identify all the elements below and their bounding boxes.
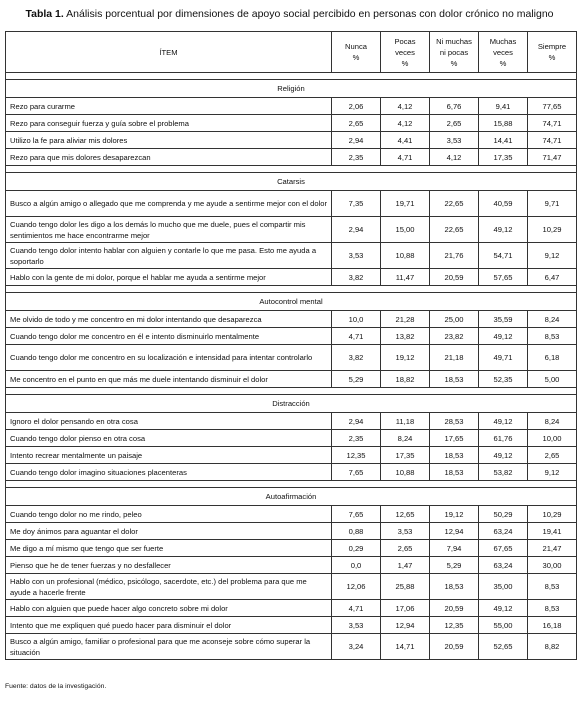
value-cell: 9,41 — [479, 98, 528, 115]
item-cell: Ignoro el dolor pensando en otra cosa — [6, 413, 332, 430]
value-cell: 71,47 — [528, 149, 577, 166]
value-cell: 19,12 — [381, 345, 430, 371]
value-cell: 22,65 — [430, 217, 479, 243]
value-cell: 74,71 — [528, 115, 577, 132]
value-cell: 3,53 — [381, 523, 430, 540]
value-cell: 18,82 — [381, 371, 430, 388]
table-row — [6, 311, 577, 328]
value-cell: 8,53 — [528, 328, 577, 345]
table-row — [6, 600, 577, 617]
table-row — [6, 634, 577, 660]
value-cell: 13,82 — [381, 328, 430, 345]
value-cell: 49,12 — [479, 413, 528, 430]
value-cell: 18,53 — [430, 447, 479, 464]
table-row — [6, 269, 577, 286]
section-row — [6, 173, 577, 191]
section-row — [6, 80, 577, 98]
value-cell: 54,71 — [479, 243, 528, 269]
value-cell: 2,94 — [332, 413, 381, 430]
value-cell: 2,65 — [430, 115, 479, 132]
section-title: Autoafirmación — [6, 488, 577, 506]
section-title: Catarsis — [6, 173, 577, 191]
table-footnote: Fuente: datos de la investigación. — [5, 683, 107, 690]
value-cell: 12,06 — [332, 574, 381, 600]
value-cell: 20,59 — [430, 634, 479, 660]
value-cell: 2,35 — [332, 430, 381, 447]
table-row — [6, 149, 577, 166]
section-title: Religión — [6, 80, 577, 98]
value-cell: 4,41 — [381, 132, 430, 149]
table-row — [6, 413, 577, 430]
value-cell: 10,88 — [381, 243, 430, 269]
spacer-cell — [6, 286, 577, 293]
value-cell: 20,59 — [430, 600, 479, 617]
value-cell: 5,29 — [430, 557, 479, 574]
value-cell: 7,65 — [332, 464, 381, 481]
table-row — [6, 447, 577, 464]
section-title: Distracción — [6, 395, 577, 413]
value-cell: 20,59 — [430, 269, 479, 286]
table-row — [6, 371, 577, 388]
value-cell: 49,12 — [479, 447, 528, 464]
section-spacer — [6, 166, 577, 173]
value-cell: 4,71 — [381, 149, 430, 166]
value-cell: 63,24 — [479, 557, 528, 574]
header-muchas-veces — [479, 32, 528, 73]
value-cell: 6,47 — [528, 269, 577, 286]
header-pocas-label: Pocas veces % — [394, 36, 416, 68]
header-siempre — [528, 32, 577, 73]
value-cell: 40,59 — [479, 191, 528, 217]
value-cell: 19,41 — [528, 523, 577, 540]
value-cell: 19,12 — [430, 506, 479, 523]
section-spacer — [6, 286, 577, 293]
value-cell: 6,18 — [528, 345, 577, 371]
table-row — [6, 430, 577, 447]
value-cell: 2,06 — [332, 98, 381, 115]
value-cell: 3,53 — [332, 617, 381, 634]
caption-text: Análisis porcentual por dimensiones de apoyo social percibido en personas con dolor crónico no maligno — [66, 8, 554, 20]
table-row — [6, 506, 577, 523]
section-row — [6, 395, 577, 413]
value-cell: 21,28 — [381, 311, 430, 328]
value-cell: 10,29 — [528, 217, 577, 243]
value-cell: 4,12 — [430, 149, 479, 166]
value-cell: 0,0 — [332, 557, 381, 574]
value-cell: 6,76 — [430, 98, 479, 115]
header-ni-muchas-ni-pocas — [430, 32, 479, 73]
value-cell: 16,18 — [528, 617, 577, 634]
item-cell: Rezo para conseguir fuerza y guía sobre el problema — [6, 115, 332, 132]
value-cell: 9,12 — [528, 464, 577, 481]
value-cell: 3,53 — [430, 132, 479, 149]
value-cell: 17,35 — [381, 447, 430, 464]
value-cell: 49,12 — [479, 328, 528, 345]
table-row — [6, 328, 577, 345]
value-cell: 12,94 — [381, 617, 430, 634]
section-spacer — [6, 481, 577, 488]
item-cell: Intento recrear mentalmente un paisaje — [6, 447, 332, 464]
value-cell: 35,00 — [479, 574, 528, 600]
item-cell: Utilizo la fe para aliviar mis dolores — [6, 132, 332, 149]
header-siempre-label: Siempre % — [537, 42, 567, 62]
value-cell: 8,24 — [381, 430, 430, 447]
value-cell: 61,76 — [479, 430, 528, 447]
section-row — [6, 488, 577, 506]
section-title: Autocontrol mental — [6, 293, 577, 311]
value-cell: 17,06 — [381, 600, 430, 617]
table-row — [6, 574, 577, 600]
value-cell: 57,65 — [479, 269, 528, 286]
value-cell: 21,18 — [430, 345, 479, 371]
value-cell: 4,71 — [332, 600, 381, 617]
table-row — [6, 217, 577, 243]
value-cell: 67,65 — [479, 540, 528, 557]
item-cell: Cuando tengo dolor me concentro en él e intento disminuirlo mentalmente — [6, 328, 332, 345]
value-cell: 4,12 — [381, 98, 430, 115]
item-cell: Hablo con la gente de mi dolor, porque el hablar me ayuda a sentirme mejor — [6, 269, 332, 286]
table-row — [6, 345, 577, 371]
value-cell: 14,71 — [381, 634, 430, 660]
item-cell: Hablo con un profesional (médico, psicólogo, sacerdote, etc.) del problema para que me ayude a hacerle frente — [6, 574, 332, 600]
header-pocas-veces — [381, 32, 430, 73]
value-cell: 18,53 — [430, 464, 479, 481]
value-cell: 49,12 — [479, 217, 528, 243]
value-cell: 5,00 — [528, 371, 577, 388]
value-cell: 12,35 — [332, 447, 381, 464]
value-cell: 18,53 — [430, 574, 479, 600]
header-nunca — [332, 32, 381, 73]
value-cell: 49,12 — [479, 600, 528, 617]
value-cell: 10,0 — [332, 311, 381, 328]
value-cell: 63,24 — [479, 523, 528, 540]
value-cell: 1,47 — [381, 557, 430, 574]
item-cell: Cuando tengo dolor me concentro en su localización e intensidad para intentar controlarlo — [6, 345, 332, 371]
value-cell: 3,82 — [332, 345, 381, 371]
item-cell: Me doy ánimos para aguantar el dolor — [6, 523, 332, 540]
value-cell: 2,94 — [332, 217, 381, 243]
value-cell: 7,35 — [332, 191, 381, 217]
value-cell: 2,94 — [332, 132, 381, 149]
header-nunca-label: Nunca % — [345, 42, 367, 62]
value-cell: 49,71 — [479, 345, 528, 371]
value-cell: 2,65 — [332, 115, 381, 132]
value-cell: 17,35 — [479, 149, 528, 166]
table-caption — [0, 7, 579, 21]
item-cell: Me digo a mí mismo que tengo que ser fuerte — [6, 540, 332, 557]
value-cell: 50,29 — [479, 506, 528, 523]
item-cell: Busco a algún amigo o allegado que me comprenda y me ayude a sentirme mejor con el dolor — [6, 191, 332, 217]
value-cell: 25,00 — [430, 311, 479, 328]
header-ni-label: Ni muchas ni pocas % — [436, 36, 472, 68]
value-cell: 52,65 — [479, 634, 528, 660]
value-cell: 12,35 — [430, 617, 479, 634]
value-cell: 12,94 — [430, 523, 479, 540]
value-cell: 8,53 — [528, 600, 577, 617]
value-cell: 55,00 — [479, 617, 528, 634]
section-spacer — [6, 388, 577, 395]
header-item: ÍTEM — [6, 32, 332, 73]
spacer-cell — [6, 481, 577, 488]
value-cell: 52,35 — [479, 371, 528, 388]
value-cell: 11,47 — [381, 269, 430, 286]
spacer-cell — [6, 166, 577, 173]
table-row — [6, 98, 577, 115]
value-cell: 12,65 — [381, 506, 430, 523]
caption-label: Tabla 1. — [25, 8, 64, 20]
table-row — [6, 557, 577, 574]
item-cell: Rezo para curarme — [6, 98, 332, 115]
header-muchas-label: Muchas veces % — [489, 36, 517, 68]
value-cell: 15,00 — [381, 217, 430, 243]
table-row — [6, 540, 577, 557]
value-cell: 21,47 — [528, 540, 577, 557]
value-cell: 8,24 — [528, 413, 577, 430]
value-cell: 0,88 — [332, 523, 381, 540]
value-cell: 4,12 — [381, 115, 430, 132]
value-cell: 35,59 — [479, 311, 528, 328]
item-cell: Rezo para que mis dolores desaparezcan — [6, 149, 332, 166]
value-cell: 30,00 — [528, 557, 577, 574]
section-row — [6, 293, 577, 311]
value-cell: 14,41 — [479, 132, 528, 149]
table-row — [6, 115, 577, 132]
value-cell: 9,12 — [528, 243, 577, 269]
value-cell: 4,71 — [332, 328, 381, 345]
value-cell: 15,88 — [479, 115, 528, 132]
value-cell: 2,35 — [332, 149, 381, 166]
value-cell: 77,65 — [528, 98, 577, 115]
value-cell: 8,24 — [528, 311, 577, 328]
value-cell: 9,71 — [528, 191, 577, 217]
value-cell: 10,29 — [528, 506, 577, 523]
spacer-cell — [6, 73, 577, 80]
table-row — [6, 617, 577, 634]
table-row — [6, 523, 577, 540]
header-row — [6, 32, 577, 73]
value-cell: 3,53 — [332, 243, 381, 269]
value-cell: 53,82 — [479, 464, 528, 481]
table-row — [6, 132, 577, 149]
value-cell: 10,88 — [381, 464, 430, 481]
value-cell: 7,94 — [430, 540, 479, 557]
value-cell: 74,71 — [528, 132, 577, 149]
value-cell: 7,65 — [332, 506, 381, 523]
value-cell: 21,76 — [430, 243, 479, 269]
item-cell: Cuando tengo dolor pienso en otra cosa — [6, 430, 332, 447]
value-cell: 10,00 — [528, 430, 577, 447]
table-row — [6, 191, 577, 217]
value-cell: 22,65 — [430, 191, 479, 217]
value-cell: 2,65 — [381, 540, 430, 557]
item-cell: Me concentro en el punto en que más me duele intentando disminuir el dolor — [6, 371, 332, 388]
value-cell: 5,29 — [332, 371, 381, 388]
item-cell: Hablo con alguien que puede hacer algo concreto sobre mi dolor — [6, 600, 332, 617]
item-cell: Me olvido de todo y me concentro en mi dolor intentando que desaparezca — [6, 311, 332, 328]
table-body — [6, 73, 577, 660]
section-spacer — [6, 73, 577, 80]
value-cell: 28,53 — [430, 413, 479, 430]
value-cell: 18,53 — [430, 371, 479, 388]
value-cell: 3,24 — [332, 634, 381, 660]
item-cell: Cuando tengo dolor imagino situaciones placenteras — [6, 464, 332, 481]
value-cell: 2,65 — [528, 447, 577, 464]
item-cell: Cuando tengo dolor no me rindo, peleo — [6, 506, 332, 523]
value-cell: 23,82 — [430, 328, 479, 345]
spacer-cell — [6, 388, 577, 395]
value-cell: 11,18 — [381, 413, 430, 430]
value-cell: 0,29 — [332, 540, 381, 557]
table-row — [6, 243, 577, 269]
table-row — [6, 464, 577, 481]
value-cell: 8,82 — [528, 634, 577, 660]
item-cell: Busco a algún amigo, familiar o profesional para que me aconseje sobre cómo superar la situación — [6, 634, 332, 660]
value-cell: 19,71 — [381, 191, 430, 217]
item-cell: Pienso que he de tener fuerzas y no desfallecer — [6, 557, 332, 574]
item-cell: Cuando tengo dolor les digo a los demás lo mucho que me duele, pues el compartir mis sentimientos me hace encontrarme mejor — [6, 217, 332, 243]
value-cell: 25,88 — [381, 574, 430, 600]
item-cell: Intento que me expliquen qué puedo hacer para disminuir el dolor — [6, 617, 332, 634]
value-cell: 8,53 — [528, 574, 577, 600]
value-cell: 3,82 — [332, 269, 381, 286]
results-table — [5, 31, 577, 660]
item-cell: Cuando tengo dolor intento hablar con alguien y contarle lo que me pasa. Esto me ayuda a soportarlo — [6, 243, 332, 269]
value-cell: 17,65 — [430, 430, 479, 447]
